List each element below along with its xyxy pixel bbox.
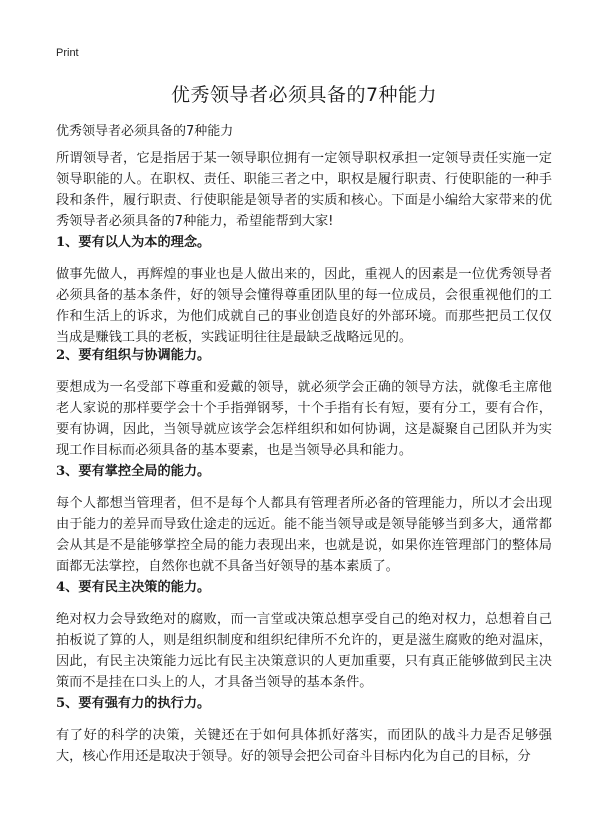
section-paragraph: 每个人都想当管理者，但不是每个人都具有管理者所必备的管理能力，所以才会出现由于能力的差异而导致仕途走的远近。能不能当领导或是领导能够当到多大，通常都会从其是不是能够掌控全局的能力表现出来，也就是说，如果你连管理部门的整体局面都无法掌控，自然你也就不具备当好领导的基本素质了。 bbox=[56, 496, 552, 574]
section-3 bbox=[56, 462, 552, 577]
intro-paragraph: 所谓领导者，它是指居于某一领导职位拥有一定领导职权承担一定领导责任实施一定领导职能的人。在职权、责任、职能三者之中，职权是履行职责、行使职能的一种手段和条件，履行职责、行使职能是领导者的实质和核心。下面是小编给大家带来的优秀领导者必须具备的7种能力，希望能帮到大家! bbox=[56, 151, 552, 229]
section-heading: 1、要有以人为本的理念。 bbox=[56, 235, 211, 250]
section-heading: 4、要有民主决策的能力。 bbox=[56, 580, 211, 595]
article-subtitle: 优秀领导者必须具备的7种能力 bbox=[56, 124, 234, 139]
section-2 bbox=[56, 346, 552, 461]
section-heading: 3、要有掌控全局的能力。 bbox=[56, 464, 211, 479]
section-heading: 2、要有组织与协调能力。 bbox=[56, 348, 211, 363]
section-heading: 5、要有强有力的执行力。 bbox=[56, 696, 211, 711]
section-paragraph: 做事先做人，再辉煌的事业也是人做出来的，因此，重视人的因素是一位优秀领导者必须具备的基本条件，好的领导会懂得尊重团队里的每一位成员，会很重视他们的工作和生活上的诉求，为他们成就自己的事业创造良好的外部环境。而那些把员工仅仅当成是赚钱工具的老板，实践证明往往是最缺乏战略远见的。 bbox=[56, 267, 552, 345]
section-paragraph: 要想成为一名受部下尊重和爱戴的领导，就必须学会正确的领导方法，就像毛主席他老人家说的那样要学会十个手指弹钢琴，十个手指有长有短，要有分工，要有合作，要有协调，因此，当领导就应该学会怎样组织和如何协调，这是凝聚自己团队并为实现工作目标而必须具备的基本要素，也是当领导必具和能力。 bbox=[56, 380, 552, 458]
print-link[interactable]: Print bbox=[56, 47, 79, 59]
section-1 bbox=[56, 233, 552, 348]
section-4 bbox=[56, 578, 552, 693]
section-5 bbox=[56, 694, 552, 767]
page-title: 优秀领导者必须具备的7种能力 bbox=[170, 84, 438, 106]
section-paragraph: 绝对权力会导致绝对的腐败，而一言堂或决策总想享受自己的绝对权力，总想着自己拍板说了算的人，则是组织制度和组织纪律所不允许的，更是滋生腐败的绝对温床，因此，有民主决策能力远比有民主决策意识的人更加重要，只有真正能够做到民主决策而不是挂在口头上的人，才具备当领导的基本条件。 bbox=[56, 612, 552, 690]
section-paragraph: 有了好的科学的决策，关键还在于如何具体抓好落实，而团队的战斗力是否足够强大，核心作用还是取决于领导。好的领导会把公司奋斗目标内化为自己的目标，分 bbox=[56, 728, 552, 764]
intro-block bbox=[56, 148, 552, 232]
